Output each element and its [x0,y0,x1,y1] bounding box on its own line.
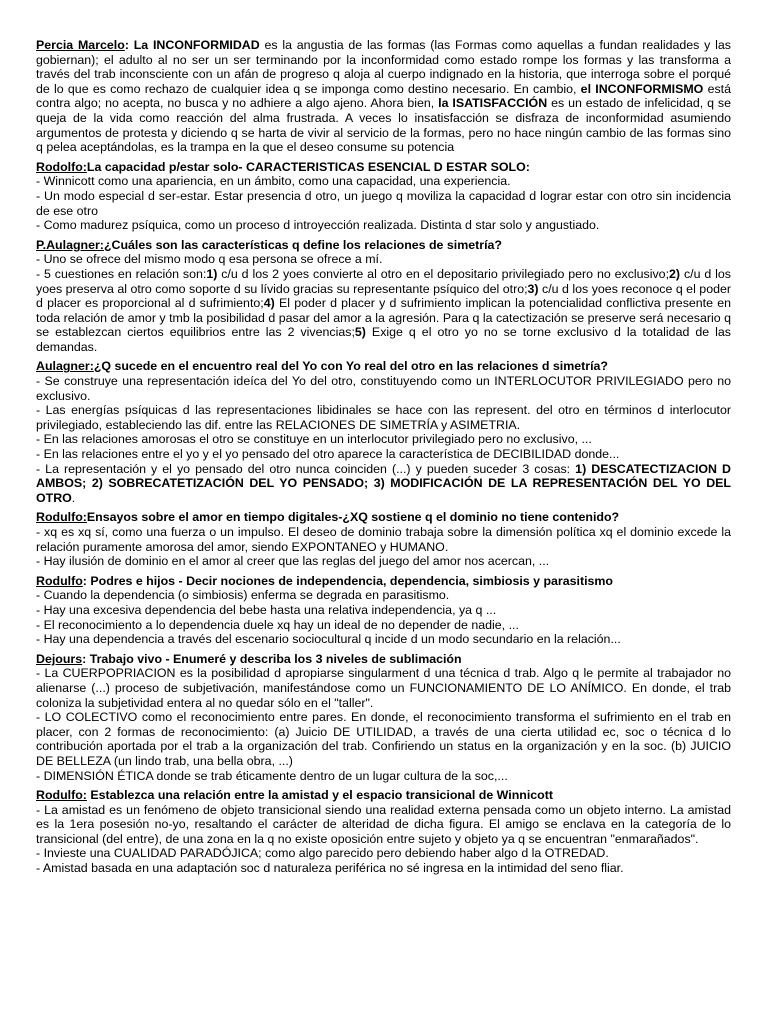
author-name: P.Aulagner: [36,237,104,252]
body-text: - Un modo especial d ser-estar. Estar presencia d otro, un juego q moviliza la capacidad d lograr estar con otro sin incidencia de ese otro [36,188,731,218]
answer-line [36,252,731,267]
answer-block [36,510,731,568]
body-text: c/u d los yoes preserva al otro como soporte d su lívido gracias su representante psíquico del otro; [36,266,731,296]
author-name: Aulagner: [36,359,94,374]
answer-block [36,574,731,647]
question-heading: Establezca una relación entre la amistad y el espacio transicional de Winnicott [86,788,553,803]
answer-line [36,618,731,633]
body-text: - La amistad es un fenómeno de objeto transicional siendo una realidad externa pensada como un objeto interno. La amistad es la 1era posesión no-yo, resaltando el carácter de alteridad de dicha figura. El amigo se enclava en la categoría de lo transicional (del entre), de una zona en la q no existe oposición entre sujeto y objeto ya q se encuentran "enmarañados". [36,802,731,846]
question-line [36,652,731,667]
answer-line [36,710,731,768]
question-heading: ¿Q sucede en el encuentro real del Yo con Yo real del otro en las relaciones d simetría? [93,359,608,374]
bold-text: 1) [206,266,218,281]
body-text: - LO COLECTIVO como el reconocimiento entre pares. En donde, el reconocimiento transforma el sufrimiento en el trab en placer, con 2 formas de reconocimiento: (a) Juicio DE UTILIDAD, a través de una cierta utilidad ec, soc o técnica d lo contribución aportada por el trab a la organización del trab. Confiriendo un status en la organización y en la soc. (b) JUICIO DE BELLEZA (un lindo trab, una bella obra, ...) [36,710,731,768]
answer-line [36,462,731,506]
bold-text: 2) [669,266,681,281]
answer-line [36,525,731,554]
body-text: - Como madurez psíquica, como un proceso d introyección realizada. Distinta d star solo y angustiado. [36,218,600,233]
answer-line [36,554,731,569]
question-line [36,359,731,374]
answer-line [36,403,731,432]
bold-text: 3) [527,281,539,296]
body-text: - Se construye una representación ideíca del Yo del otro, constituyendo como un INTERLOCUTOR PRIVILEGIADO pero no exclusivo. [36,374,731,403]
question-line [36,38,731,155]
body-text: . [71,490,76,505]
question-line [36,510,731,525]
author-name: Dejours [36,651,83,666]
answer-line [36,374,731,403]
answer-block [36,788,731,876]
answer-line [36,218,731,233]
bold-text: la ISATISFACCIÓN [438,96,548,111]
body-text: - DIMENSIÓN ÉTICA donde se trab éticamente dentro de un lugar cultura de la soc,... [36,768,508,783]
body-text: Exige q el otro yo no se torne exclusivo d la totalidad de las demandas. [36,325,731,354]
answer-line [36,447,731,462]
body-text: - Winnicott como una apariencia, en un ámbito, como una capacidad, una experiencia. [36,174,511,189]
answer-line [36,432,731,447]
answer-line [36,803,731,847]
answer-line [36,632,731,647]
question-heading: : Trabajo vivo - Enumeré y describa los 3 niveles de sublimación [82,651,462,666]
answer-line [36,769,731,784]
answer-line [36,846,731,861]
body-text: es la angustia de las formas (las Formas como aquellas a fundan realidades y las gobiernan); el adulto al no ser un ser terminando por la inconformidad como estado rompe los formas y las transforma a través del trab inconsciente con un afán de progreso q aloja al cuerpo indignado en la historia, que interroga sobre el porqué de lo que es como rechazo de cualquier idea q se imponga como destino necesario. En cambio, [36,38,731,96]
answer-line [36,588,731,603]
body-text: c/u d los yoes reconoce q el poder d placer es proporcional al d sufrimiento; [36,281,731,311]
answer-line [36,174,731,189]
question-heading: Ensayos sobre el amor en tiempo digitales-¿XQ sostiene q el dominio no tiene contenido? [86,510,620,525]
body-text: - En las relaciones amorosas el otro se constituye en un interlocutor privilegiado pero no exclusivo, ... [36,432,592,447]
bold-text: 1) DESCATECTIZACION D AMBOS; 2) SOBRECATETIZACIÓN DEL YO PENSADO; 3) MODIFICACIÓN DE LA REPRESENTACIÓN DEL YO DEL OTRO [36,461,731,505]
body-text: es un estado de infelicidad, q se queja de la vida como reacción del alma frustrada. A veces lo insatisfacción se disfraza de inconformidad asumiendo argumentos de protesta y diciendo q se harta de vivir al servicio de la formas, pero no hace ningún cambio de las formas sino q pelea aceptándolas, es la trampa en la que el deseo consume su potencia [36,96,731,155]
body-text: - Amistad basada en una adaptación soc d naturaleza periférica no sé ingresa en la intimidad del seno fliar. [36,861,624,876]
question-heading: ¿Cuáles son las características q define los relaciones de simetría? [103,237,502,252]
answer-block [36,359,731,505]
question-line [36,574,731,589]
body-text: - La CUERPOPRIACION es la posibilidad d apropiarse singularment d una técnica d trab. Algo q le permite al trabajador no alienarse (...) proceso de subjetivación, manifestándose como un FUNCIONAMIENTO DE LO ANÍMICO. En donde, el trab coloniza la subjetividad entera al no quedar sólo en el "taller". [36,666,731,710]
answer-block [36,652,731,783]
author-name: Rodulfo: [36,788,87,803]
bold-text: 4) [263,296,275,311]
body-text: - Las energías psíquicas d las representaciones libidinales se hace con las represent. del otro en términos d interlocutor privilegiado, estableciendo las dif. entre las RELACIONES DE SIMETRÍA y ASIMETRIA. [36,403,731,432]
question-heading: La capacidad p/estar solo- CARACTERISTICAS ESENCIAL D ESTAR SOLO: [86,159,530,174]
body-text: - Hay una dependencia a través del escenario sociocultural q incide d un modo secundario en la relación... [36,632,621,647]
answer-line [36,666,731,710]
body-text: El poder d placer y d sufrimiento implican la potencialidad conflictiva presente en toda relación de amor y tmb la posibilidad d pasar del amor a la agresión. Para q la catectización se preserve será necesario q se establezcan ciertos equilibrios entre las 2 vivencias; [36,296,731,340]
answer-line [36,603,731,618]
body-text: - En las relaciones entre el yo y el yo pensado del otro aparece la característica de DECIBILIDAD donde... [36,447,620,462]
answer-line [36,861,731,876]
question-line [36,238,731,253]
body-text: - Hay ilusión de dominio en el amor al creer que las reglas del juego del amor nos acercan, ... [36,554,550,569]
bold-text: el INCONFORMISMO [580,81,704,96]
bold-text: 5) [354,325,366,340]
author-name: Percia Marcelo [36,38,125,52]
question-heading: : La INCONFORMIDAD [124,38,260,52]
body-text: - El reconocimiento a lo dependencia duele xq hay un ideal de no depender de nadie, ... [36,617,519,632]
answer-block [36,238,731,355]
answer-block [36,160,731,233]
body-text: está contra algo; no acepta, no busca y no adhiere a algo ajeno. Ahora bien, [36,81,731,111]
author-name: Rodulfo: [36,510,87,525]
author-name: Rodulfo [36,573,83,588]
body-text: - xq es xq sí, como una fuerza o un impulso. El deseo de dominio trabaja sobre la dimensión política xq el dominio excede la relación puramente amorosa del amor, siendo EXPONTANEO y HUMANO. [36,525,731,554]
body-text: - Uno se ofrece del mismo modo q esa persona se ofrece a mí. [36,252,383,267]
answer-line [36,267,731,355]
body-text: - 5 cuestiones en relación son: [36,266,207,281]
body-text: - Hay una excesiva dependencia del bebe hasta una relativa independencia, ya q ... [36,602,497,617]
answer-line [36,189,731,218]
question-line [36,160,731,175]
body-text: c/u d los 2 yoes convierte al otro en el depositario privilegiado pero no exclusivo; [217,266,670,281]
body-text: - Invieste una CUALIDAD PARADÓJICA; como algo parecido pero debiendo haber algo d la OTREDAD. [36,846,609,861]
answer-block [36,38,731,155]
body-text: - La representación y el yo pensado del otro nunca coinciden (...) y pueden suceder 3 cosas: [36,461,576,476]
author-name: Rodolfo: [36,159,87,174]
body-text: - Cuando la dependencia (o simbiosis) enferma se degrada en parasitismo. [36,588,450,603]
question-heading: : Podres e hijos - Decir nociones de independencia, dependencia, simbiosis y parasitismo [82,573,613,588]
question-line [36,788,731,803]
